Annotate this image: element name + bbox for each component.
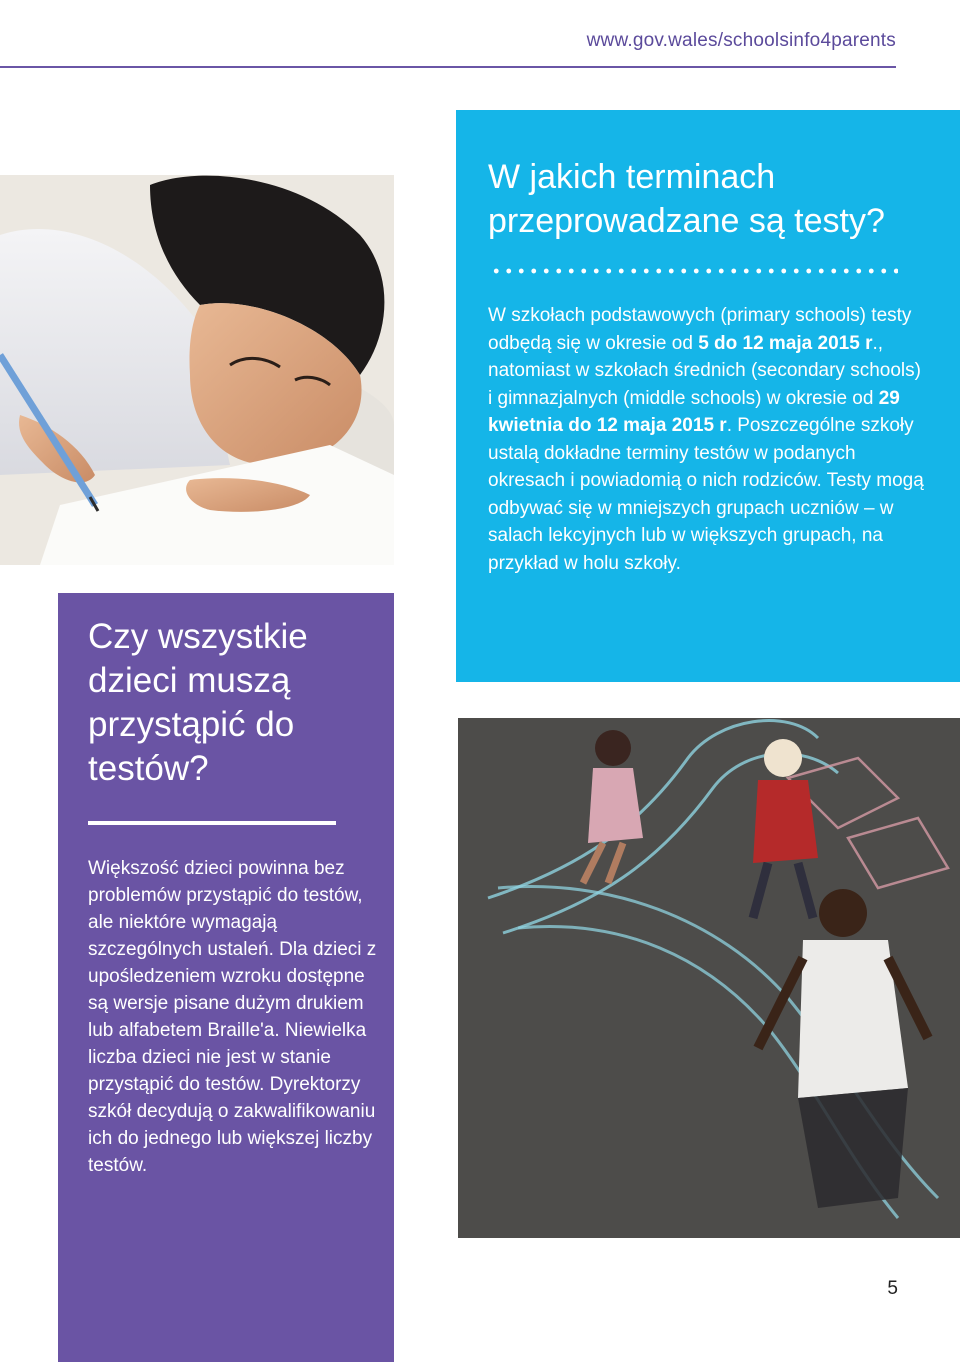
blue-info-panel [456,110,960,682]
date-range-secondary: 29 kwietnia do 12 maja 2015 r [488,387,900,436]
purple-panel-divider [88,821,336,825]
header-url[interactable]: www.gov.wales/schoolsinfo4parents [586,30,896,51]
dotted-divider [490,268,898,274]
page-number: 5 [887,1278,898,1299]
purple-info-panel [58,593,394,1362]
header-divider [0,66,896,68]
date-range-primary: 5 do 12 maja 2015 r [698,332,873,354]
body-text-3: . Poszczególne szkoły ustalą dokładne terminy testów w podanych okresach i powiadomią o nich rodziców. Testy mogą odbywać się w mniejszych grupach uczniów – w salach lekcyjnych lub w większych grupach, na przykład w holu szkoły. [488,415,924,574]
purple-panel-title: Czy wszystkie dzieci muszą przystąpić do testów? [88,617,308,788]
blue-panel-body [488,302,928,577]
body-text-1: W szkołach podstawowych (primary schools) testy odbędą się w okresie od [488,305,912,354]
body-text-2: ., natomiast w szkołach średnich (secondary schools) i gimnazjalnych (middle schools) w okresie od [488,332,921,409]
boy-writing-photo [0,175,394,565]
purple-panel-body: Większość dzieci powinna bez problemów przystąpić do testów, ale niektóre wymagają szczególnych ustaleń. Dla dzieci z upośledzeniem wzroku dostępne są wersje pisane dużym drukiem lub alfabetem Braille'a. Niewielka liczba dzieci nie jest w stanie przystąpić do testów. Dyrektorzy szkół decydują o zakwalifikowaniu ich do jednego lub większej liczby testów. [88,858,377,1176]
blue-panel-title: W jakich terminach przeprowadzane są testy? [488,158,885,240]
children-running-photo [458,718,960,1238]
